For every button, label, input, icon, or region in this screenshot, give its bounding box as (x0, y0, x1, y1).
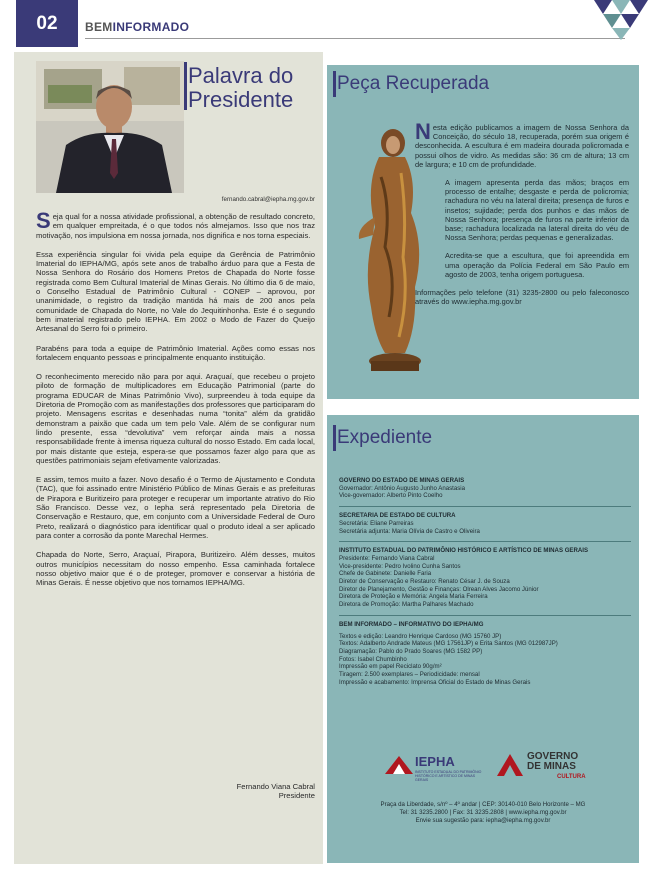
brand-part-b: INFORMADO (112, 20, 190, 34)
credits-block-government: GOVERNO DO ESTADO DE MINAS GERAIS Governador: Antônio Augusto Junho Anastasia Vice-governador: Alberto Pinto Coelho (339, 477, 466, 500)
iepha-logo: IEPHA INSTITUTO ESTADUAL DO PATRIMÔNIO HISTÓRICO E ARTÍSTICO DE MINAS GERAIS (385, 752, 485, 778)
paragraph: Acredita-se que a escultura, que foi apreendida em uma operação da Polícia Federal em São Paulo em agosto de 2003, tenha origem portuguesa. (445, 251, 629, 279)
publication-brand (85, 20, 189, 34)
president-text (36, 208, 315, 597)
peca-text (415, 119, 629, 315)
drop-cap: N (415, 119, 431, 144)
credits-block-bem-informado: BEM INFORMADO – INFORMATIVO DO IEPHA/MG Textos e edição: Leandro Henrique Cardoso (MG 15760 JP) Textos: Adalberto Andrade Mateus (MG 17561JP) e Erita Santos (MG 012987JP) Diagramação: Pablo do Prado Soares (MG 1582 PP) Fotos: Isabel Chumbinho Impressão em papel Reciclato 90g/m² Tiragem: 2.500 exemplares – Periodicidade: mensal Impressão e acabamento: Imprensa Oficial do Estado de Minas Gerais (339, 620, 558, 686)
expediente-credits (339, 477, 631, 692)
title-accent-bar (184, 62, 187, 110)
expediente-box (327, 415, 639, 863)
paragraph: Essa experiência singular foi vivida pela equipe da Gerência de Patrimônio Imaterial do IEPHA/MG, após sete anos de trabalho árduo para que a Festa de Nossa Senhora do Rosário dos Homens Pretos de Chapada do Norte fosse registrada como Bem Cultural Imaterial de Minas Gerais. No último dia 6 de maio, o Conselho Estadual de Patrimônio Cultural - CONEP – aprovou, por unanimidade, o registro da tradição mantida há mais de 200 anos pela comunidade de Chapada do Norte, no Vale do Jequitinhonha. Este é o segundo bem imaterial registrado pelo IEPHA. Em 2002 o Modo de Fazer do Queijo Artesanal do Serro foi o primeiro. (36, 249, 315, 334)
paragraph: A imagem apresenta perda das mãos; braços em processo de entalhe; desgaste e perda de policromia; rachadura no véu na lateral direita; presença de furos e insetos; sujidade; perda dos punhos e das mãos de Nossa Senhora; presença de furos na parte inferior da base; rachadura localizada na lateral direita do véu de Nossa Senhora; perdas pequenas e generalizadas. (445, 178, 629, 243)
paragraph: Nesta edição publicamos a imagem de Nossa Senhora da Conceição, do século 18, recuperada, porém sua origem é desconhecida. A escultura é em madeira dourada policromada e possui olhos de vidro. As medidas são: 36 cm de altura; 13 cm de largura; e 10 cm de profundidade. (415, 119, 629, 169)
title-accent-bar (333, 425, 336, 451)
minas-triangle-icon (497, 752, 523, 778)
peca-recuperada-box (327, 65, 639, 399)
paragraph: Informações pelo telefone (31) 3235-2800 ou pelo faleconosco através do www.iepha.mg.gov.br (415, 288, 629, 307)
title-accent-bar (333, 71, 336, 97)
divider (339, 541, 631, 542)
logos-row (385, 752, 605, 782)
paragraph: O reconhecimento merecido não para por aqui. Araçuaí, que recebeu o projeto piloto de formação de multiplicadores em Educação Patrimonial (parte do programa EDUCAR de Minas Patrimônio Vivo), surpreendeu à toda equipe da Diretoria de Promoção com as manifestações dos professores que participaram do projeto. Mensagens escritas e desenhadas numa “tonita” além da gratidão demonstram a paixão que cada um tem pelo Vale. Além de se configurar num lindo presente, essa “devolutiva” vem reforçar ainda mais a nossa responsabilidade frente à imensa riqueza cultural do nosso Estado. Em cada local, por mais distante que esteja, espera-se que possamos fazer algo para que as questões patrimoniais sejam efetivamente valorizadas. (36, 372, 315, 465)
address-block: Praça da Liberdade, s/nº – 4º andar | CEP: 30140-010 Belo Horizonte – MG Tel: 31 3235.2800 | Fax: 31 3235.2808 | www.iepha.mg.gov.br Envie sua sugestão para: iepha@iepha.mg.gov.br (380, 801, 586, 825)
credits-block-instituto: INSTITUTO ESTADUAL DO PATRIMÔNIO HISTÓRICO E ARTÍSTICO DE MINAS GERAIS Presidente: Fernando Viana Cabral Vice-presidente: Pedro Ivolino Cunha Santos Chefe de Gabinete: Danielle Faria Diretor de Conservação e Restauro: Renato César J. de Souza Diretor de Planejamento, Gestão e Finanças: Olrean Alves Jacomo Júnior Diretora de Proteção e Memória: Angela Maria Ferreira Diretora de Promoção: Martha Palhares Machado (339, 547, 589, 609)
credits-block-secretaria: SECRETARIA DE ESTADO DE CULTURA Secretária: Eliane Parreiras Secretária adjunta: Maria Olívia de Castro e Oliveira (339, 512, 480, 535)
divider (339, 615, 631, 616)
president-title-line1: Palavra do (188, 63, 294, 88)
page-header (0, 0, 652, 50)
expediente-title: Expediente (337, 427, 433, 448)
page-number: 02 (16, 0, 78, 47)
drop-cap: S (36, 208, 51, 233)
paragraph: Seja qual for a nossa atividade profissional, a obtenção de resultado concreto, em qualquer empreitada, é o que todos nós almejamos. Isso que nos traz motivação, nos impulsiona em nossa jornada, nos dignifica e nos torna especiais. (36, 208, 315, 240)
divider (339, 506, 631, 507)
brand-part-a: BEM (85, 20, 113, 34)
header-rule (85, 38, 625, 39)
president-email: fernando.cabral@iepha.mg.gov.br (221, 196, 315, 203)
president-photo (36, 61, 184, 193)
governo-minas-logo: GOVERNO DE MINAS CULTURA (497, 752, 607, 782)
president-title (188, 64, 293, 112)
header-decoration-icon (572, 0, 652, 48)
peca-title: Peça Recuperada (337, 73, 490, 94)
signature (237, 782, 315, 800)
signature-name: Fernando Viana Cabral (236, 782, 315, 791)
paragraph: Parabéns para toda a equipe de Patrimônio Imaterial. Ações como essas nos fortalecem enquanto pessoas e principalmente enquanto instituição. (36, 343, 315, 362)
paragraph: E assim, temos muito a fazer. Novo desafio é o Termo de Ajustamento e Conduta (TAC), que foi assinado entre Ministério Público de Minas Gerais e as prefeituras de Pirapora e Buritizeiro para proteger e recuperar um importante atrativo do Rio São Francisco. Desse vez, o Iepha será representado pela Diretoria de Conservação e Restauro, que, em conjunto com a Universidade Federal de Ouro Preto, realizará o diagnóstico para identificar qual o produto ideal a ser aplicado para conter a corrosão da ponte Marechal Hermes. (36, 475, 315, 540)
paragraph: Chapada do Norte, Serro, Araçuaí, Pirapora, Buritizeiro. Além desses, muitos outros municípios necessitam do nosso empenho. Essa caminhada fortalece nosso objetivo maior que é o de proteger, promover e conservar a história de Minas Gerais. É nesse objetivo que nos tornamos IEPHA/MG. (36, 550, 315, 588)
iepha-mark-icon (385, 752, 413, 774)
president-column (14, 52, 323, 864)
signature-role: Presidente (278, 791, 315, 800)
president-title-line2: Presidente (188, 87, 294, 112)
